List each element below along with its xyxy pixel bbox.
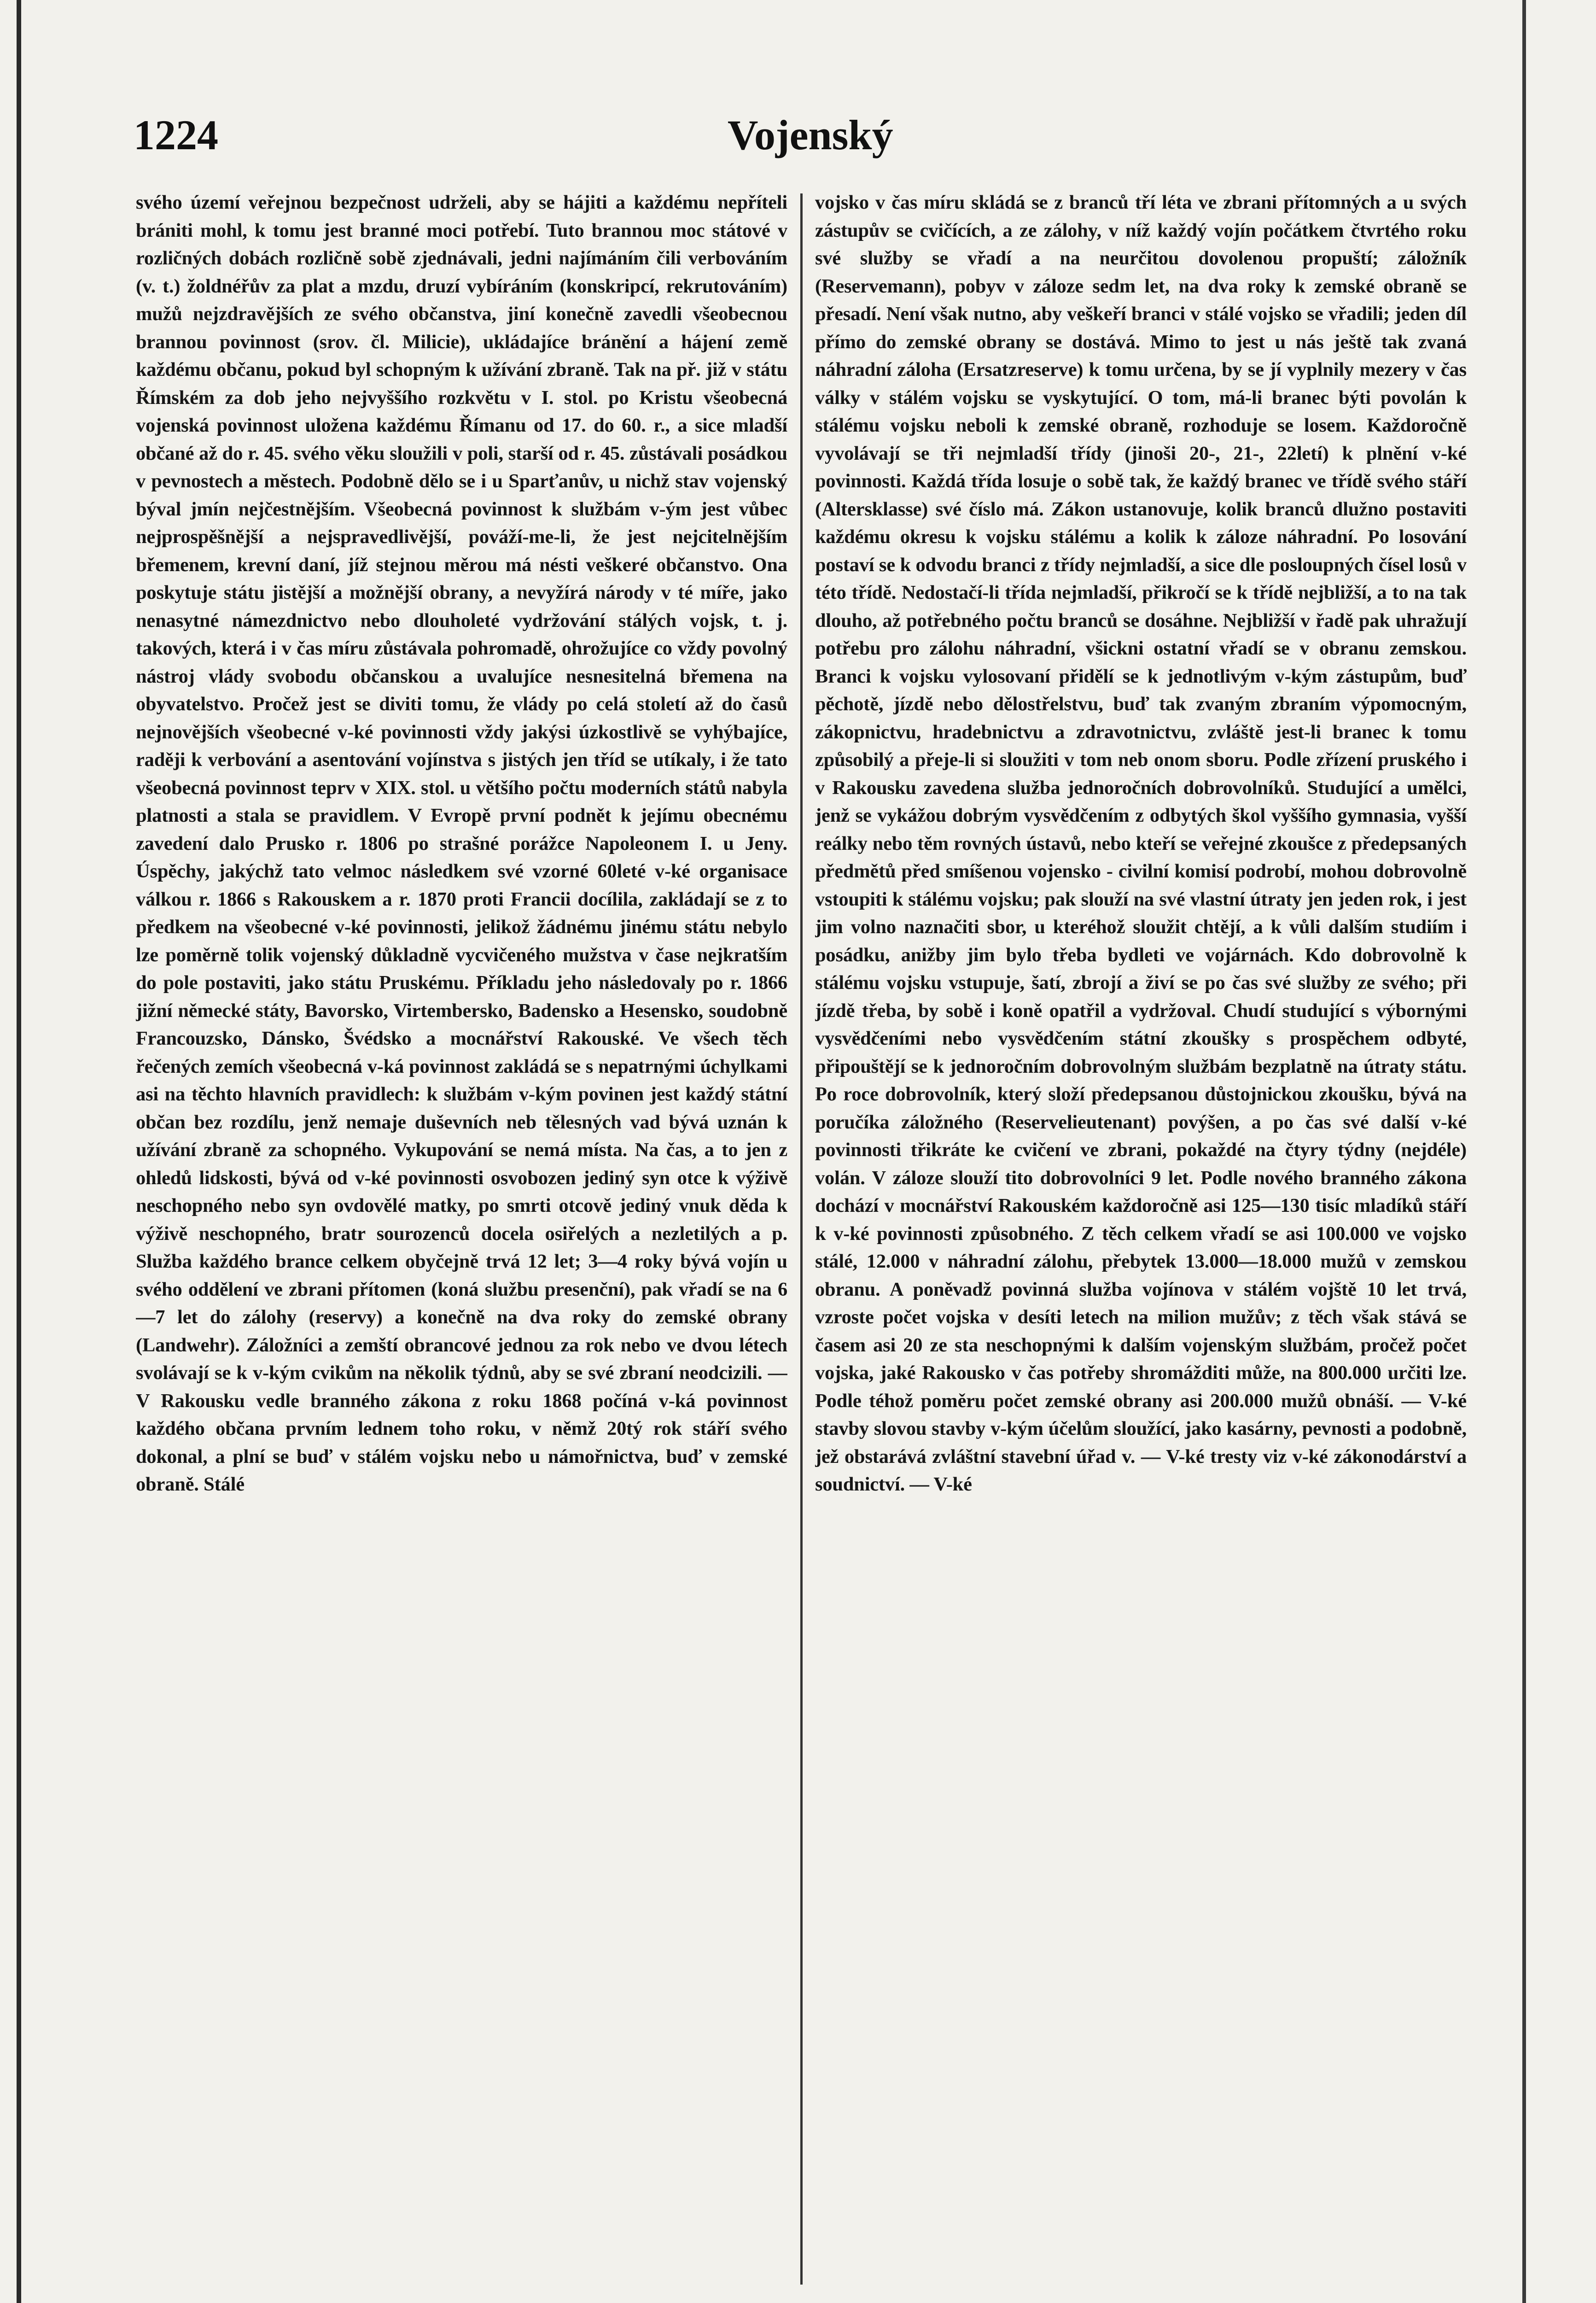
page-number: 1224 [134, 111, 218, 158]
left-column-text: svého území veřejnou bezpečnost udrželi, aby se hájiti a každému nepříteli brániti mohl, k tomu jest branné moci potřebí. Tuto brannou moc státové v rozličných dobách rozličně sobě zjednávali, jedni najímáním čili verbováním (v. t.) žoldnéřův za plat a mzdu, druzí vybíráním (konskripcí, rekrutováním) mužů nejzdravějších ze svého občanstva, jiní konečně zavedli všeobecnou brannou povinnost (srov. čl. Milicie), ukládajíce bránění a hájení země každému občanu, pokud byl schopným k užívání zbraně. Tak na př. již v státu Římském za dob jeho nejvyššího rozkvětu v I. stol. po Kristu všeobecná vojenská povinnost uložena každému Římanu od 17. do 60. r., a sice mladší občané až do r. 45. svého věku sloužili v poli, starší od r. 45. zůstávali posádkou v pevnostech a městech. Podobně dělo se i u Sparťanův, u nichž stav vojenský býval jmín nejčestnějším. Všeobecná povinnost k službám v-ým jest vůbec nejprospěšnější a nejspravedlivější, pováží-me-li, že jest nejcitelnějším břemenem, krevní daní, jíž stejnou měrou má nésti veškeré občanstvo. Ona poskytuje státu jistější a možnější obrany, a nevyžírá národy v té míře, jako nenasytné námezdnictvo nebo dlouholeté vydržování stálých vojsk, t. j. takových, která i v čas míru zůstávala pohromadě, ohrožujíce co vždy povolný nástroj vlády svobodu občanskou a uvalujíce nesnesitelná břemena na obyvatelstvo. Pročež jest se diviti tomu, že vlády po celá století až do časů nejnovějších všeobecné v-ké povinnosti vždy jakýsi úzkostlivě se vyhýbajíce, raději k verbování a asentování vojínstva s jistých jen tříd se utíkaly, i že tato všeobecná povinnost teprv v XIX. stol. u většího počtu moderních států nabyla platnosti a stala se pravidlem. V Evropě první podnět k jejímu obecnému zavedení dalo Prusko r. 1806 po strašné porážce Napoleonem I. u Jeny. Úspěchy, jakýchž tato velmoc následkem své vzorné 60leté v-ké organisace válkou r. 1866 s Rakouskem a r. 1870 proti Francii docílila, zakládají se z to předkem na všeobecné v-ké povinnosti, jelikož žádnému jinému státu nebylo lze poměrně tolik vojenský důkladně vycvičeného mužstva v čase nejkratším do pole postaviti, jako státu Pruskému. Příkladu jeho následovaly po r. 1866 jižní německé státy, Bavorsko, Virtembersko, Badensko a Hesensko, soudobně Francouzsko, Dánsko, Švédsko a mocnářství Rakouské. Ve všech těch řečených zemích všeobecná v-ká povinnost zakládá se s nepatrnými úchylkami asi na těchto hlavních pravidlech: k službám v-kým povinen jest každý státní občan bez rozdílu, jenž nemaje duševních neb tělesných vad bývá uznán k užívání zbraně za schopného. Vykupování se nemá místa. Na čas, a to jen z ohledů lidskosti, bývá od v-ké povinnosti osvobozen jediný syn otce k výživě neschopného nebo syn ovdovělé matky, po smrti otcově jediný vnuk děda k výživě neschopného, bratr sourozenců docela osiřelých a nezletilých a p. Služba každého brance celkem obyčejně trvá 12 let; 3—4 roky bývá vojín u svého oddělení ve zbrani přítomen (koná službu presenční), pak vřadí se na 6—7 let do zálohy (reservy) a konečně na dva roky do zemské obrany (Landwehr). Záložníci a zemští obrancové jednou za rok nebo ve dvou létech svolávají se k v-kým cvikům na několik týdnů, aby se své zbraní neodcizili. — V Rakousku vedle branného zákona z roku 1868 počíná v-ká povinnost každého občana prvním lednem toho roku, v němž 20tý rok stáří svého dokonal, a plní se buď v stálém vojsku nebo u námořnictva, buď v zemské obraně. Stálé [136, 192, 787, 1495]
column-divider [800, 193, 803, 2285]
running-header [134, 111, 1478, 175]
right-scan-edge [1522, 0, 1526, 2303]
right-column-text: vojsko v čas míru skládá se z branců tří léta ve zbrani přítomných a u svých zástupův se cvičících, a ze zálohy, v níž každý vojín počátkem čtvrtého roku své služby se vřadí a na neurčitou dovolenou propuští; záložník (Reservemann), pobyv v záloze sedm let, na dva roky k zemské obraně se přesadí. Není však nutno, aby veškeří branci v stálé vojsko se vřadili; jeden díl přímo do zemské obrany se dostává. Mimo to jest u nás ještě tak zvaná náhradní záloha (Ersatzreserve) k tomu určena, by se jí vyplnily mezery v čas války v stálém vojsku se vyskytující. O tom, má-li branec býti povolán k stálému vojsku neboli k zemské obraně, rozhoduje se losem. Každoročně vyvolávají se tři nejmladší třídy (jinoši 20-, 21-, 22letí) k plnění v-ké povinnosti. Každá třída losuje o sobě tak, že každý branec ve třídě svého stáří (Altersklasse) své číslo má. Zákon ustanovuje, kolik branců dlužno postaviti každému okresu k vojsku stálému a kolik k záloze náhradní. Po losování postaví se k odvodu branci z třídy nejmladší, a sice dle posloupných čísel losů v této třídě. Nedostačí-li třída nejmladší, přikročí se k třídě nejbližší, a to na tak dlouho, až potřebného počtu branců se dosáhne. Nejbližší v řadě pak uhražují potřebu pro zálohu náhradní, všickni ostatní vřadí se v obranu zemskou. Branci k vojsku vylosovaní přidělí se k jednotlivým v-kým zástupům, buď pěchotě, jízdě nebo dělostřelstvu, buď tak zvaným zbraním výpomocným, zákopnictvu, hradebnictvu a zdravotnictvu, zvláště jest-li branec k tomu způsobilý a přeje-li si sloužiti v tom neb onom sboru. Podle zřízení pruského i v Rakousku zavedena služba jednoročních dobrovolníků. Studující a umělci, jenž se vykážou dobrým vysvědčením z odbytých škol vyššího gymnasia, vyšší reálky nebo těm rovných ústavů, nebo kteří se veřejné zkoušce z předepsaných předmětů před smíšenou vojensko - civilní komisí podrobí, mohou dobrovolně vstoupiti k stálému vojsku; pak slouží na své vlastní útraty jen jeden rok, i jest jim volno naznačiti sbor, u kteréhož sloužit chtějí, a k vůli dalším studiím i posádku, anižby jim bylo třeba bydleti ve vojárnách. Kdo dobrovolně k stálému vojsku vstupuje, šatí, zbrojí a živí se po čas své služby ze svého; při jízdě třeba, by sobě i koně opatřil a vydržoval. Chudí studující s výbornými vysvědčeními nebo vysvědčením státní zkoušky s prospěchem odbyté, připouštějí se k jednoročním dobrovolným službám bezplatně na útraty státu. Po roce dobrovolník, který složí předepsanou důstojnickou zkoušku, bývá na poručíka záložného (Reservelieutenant) povýšen, a po čas své další v-ké povinnosti třikráte ke cvičení ve zbrani, pokaždé na čtyry týdny (nejdéle) volán. V záloze slouží tito dobrovolníci 9 let. Podle nového branného zákona dochází v mocnářství Rakouském každoročně asi 125—130 tisíc mladíků stáří k v-ké povinnosti způsobného. Z těch celkem vřadí se asi 100.000 ve vojsko stálé, 12.000 v náhradní zálohu, přebytek 13.000—18.000 mužů v zemskou obranu. A poněvadž povinná služba vojínova v stálém vojště 10 let trvá, vzroste počet vojska v desíti letech na milion mužův; z těch však stává se časem asi 20 ze sta neschopnými k dalším vojenským službám, pročež počet vojska, jaké Rakousko v čas potřeby shromážditi může, na 800.000 určiti lze. Podle téhož poměru počet zemské obrany asi 200.000 mužů obnáší. — V-ké stavby slovou stavby v-kým účelům sloužící, jako kasárny, pevnosti a podobně, jež obstarává zvláštní stavební úřad v. — V-ké tresty viz v-ké zákonodárství a soudnictví. — V-ké [815, 192, 1467, 1495]
left-scan-edge [17, 0, 21, 2303]
headword-title: Vojenský [728, 111, 893, 158]
